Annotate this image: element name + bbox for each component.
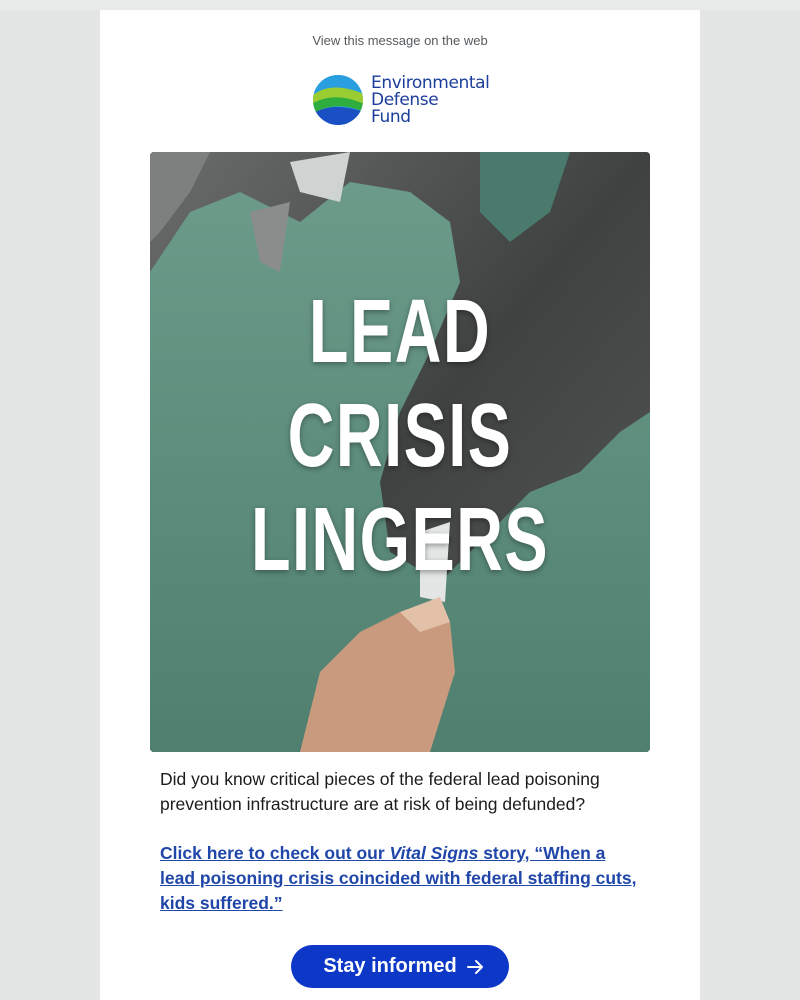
logo-line-3: Fund xyxy=(371,107,411,127)
stay-informed-label: Stay informed xyxy=(323,955,457,977)
arrow-right-icon xyxy=(467,959,485,975)
edf-logo-mark-icon xyxy=(312,74,364,126)
hero-title xyxy=(220,280,580,592)
link-text-part-1: Click here to check out our xyxy=(160,843,390,863)
link-text-part-2: story, “When a lead poisoning crisis coincided with federal staffing cuts, kids suffered.” xyxy=(160,843,637,913)
vital-signs-story-link[interactable] xyxy=(160,841,640,916)
top-strip xyxy=(0,0,800,10)
hero-title-line-1: LEAD CRISIS xyxy=(287,282,513,486)
logo-line-1: Environmental xyxy=(371,73,490,93)
edf-logo[interactable] xyxy=(312,74,502,128)
stay-informed-button[interactable] xyxy=(291,945,509,988)
edf-logo-text xyxy=(371,75,511,126)
hero-title-line-2: LINGERS xyxy=(250,490,550,590)
logo-line-2: Defense xyxy=(371,90,439,110)
link-text-italic: Vital Signs xyxy=(389,843,479,863)
view-on-web-link[interactable]: View this message on the web xyxy=(312,33,488,48)
hero-image[interactable] xyxy=(150,152,650,752)
intro-paragraph: Did you know critical pieces of the federal lead poisoning prevention infrastructure are at risk of being defunded? xyxy=(160,769,600,814)
email-card xyxy=(100,10,700,1000)
